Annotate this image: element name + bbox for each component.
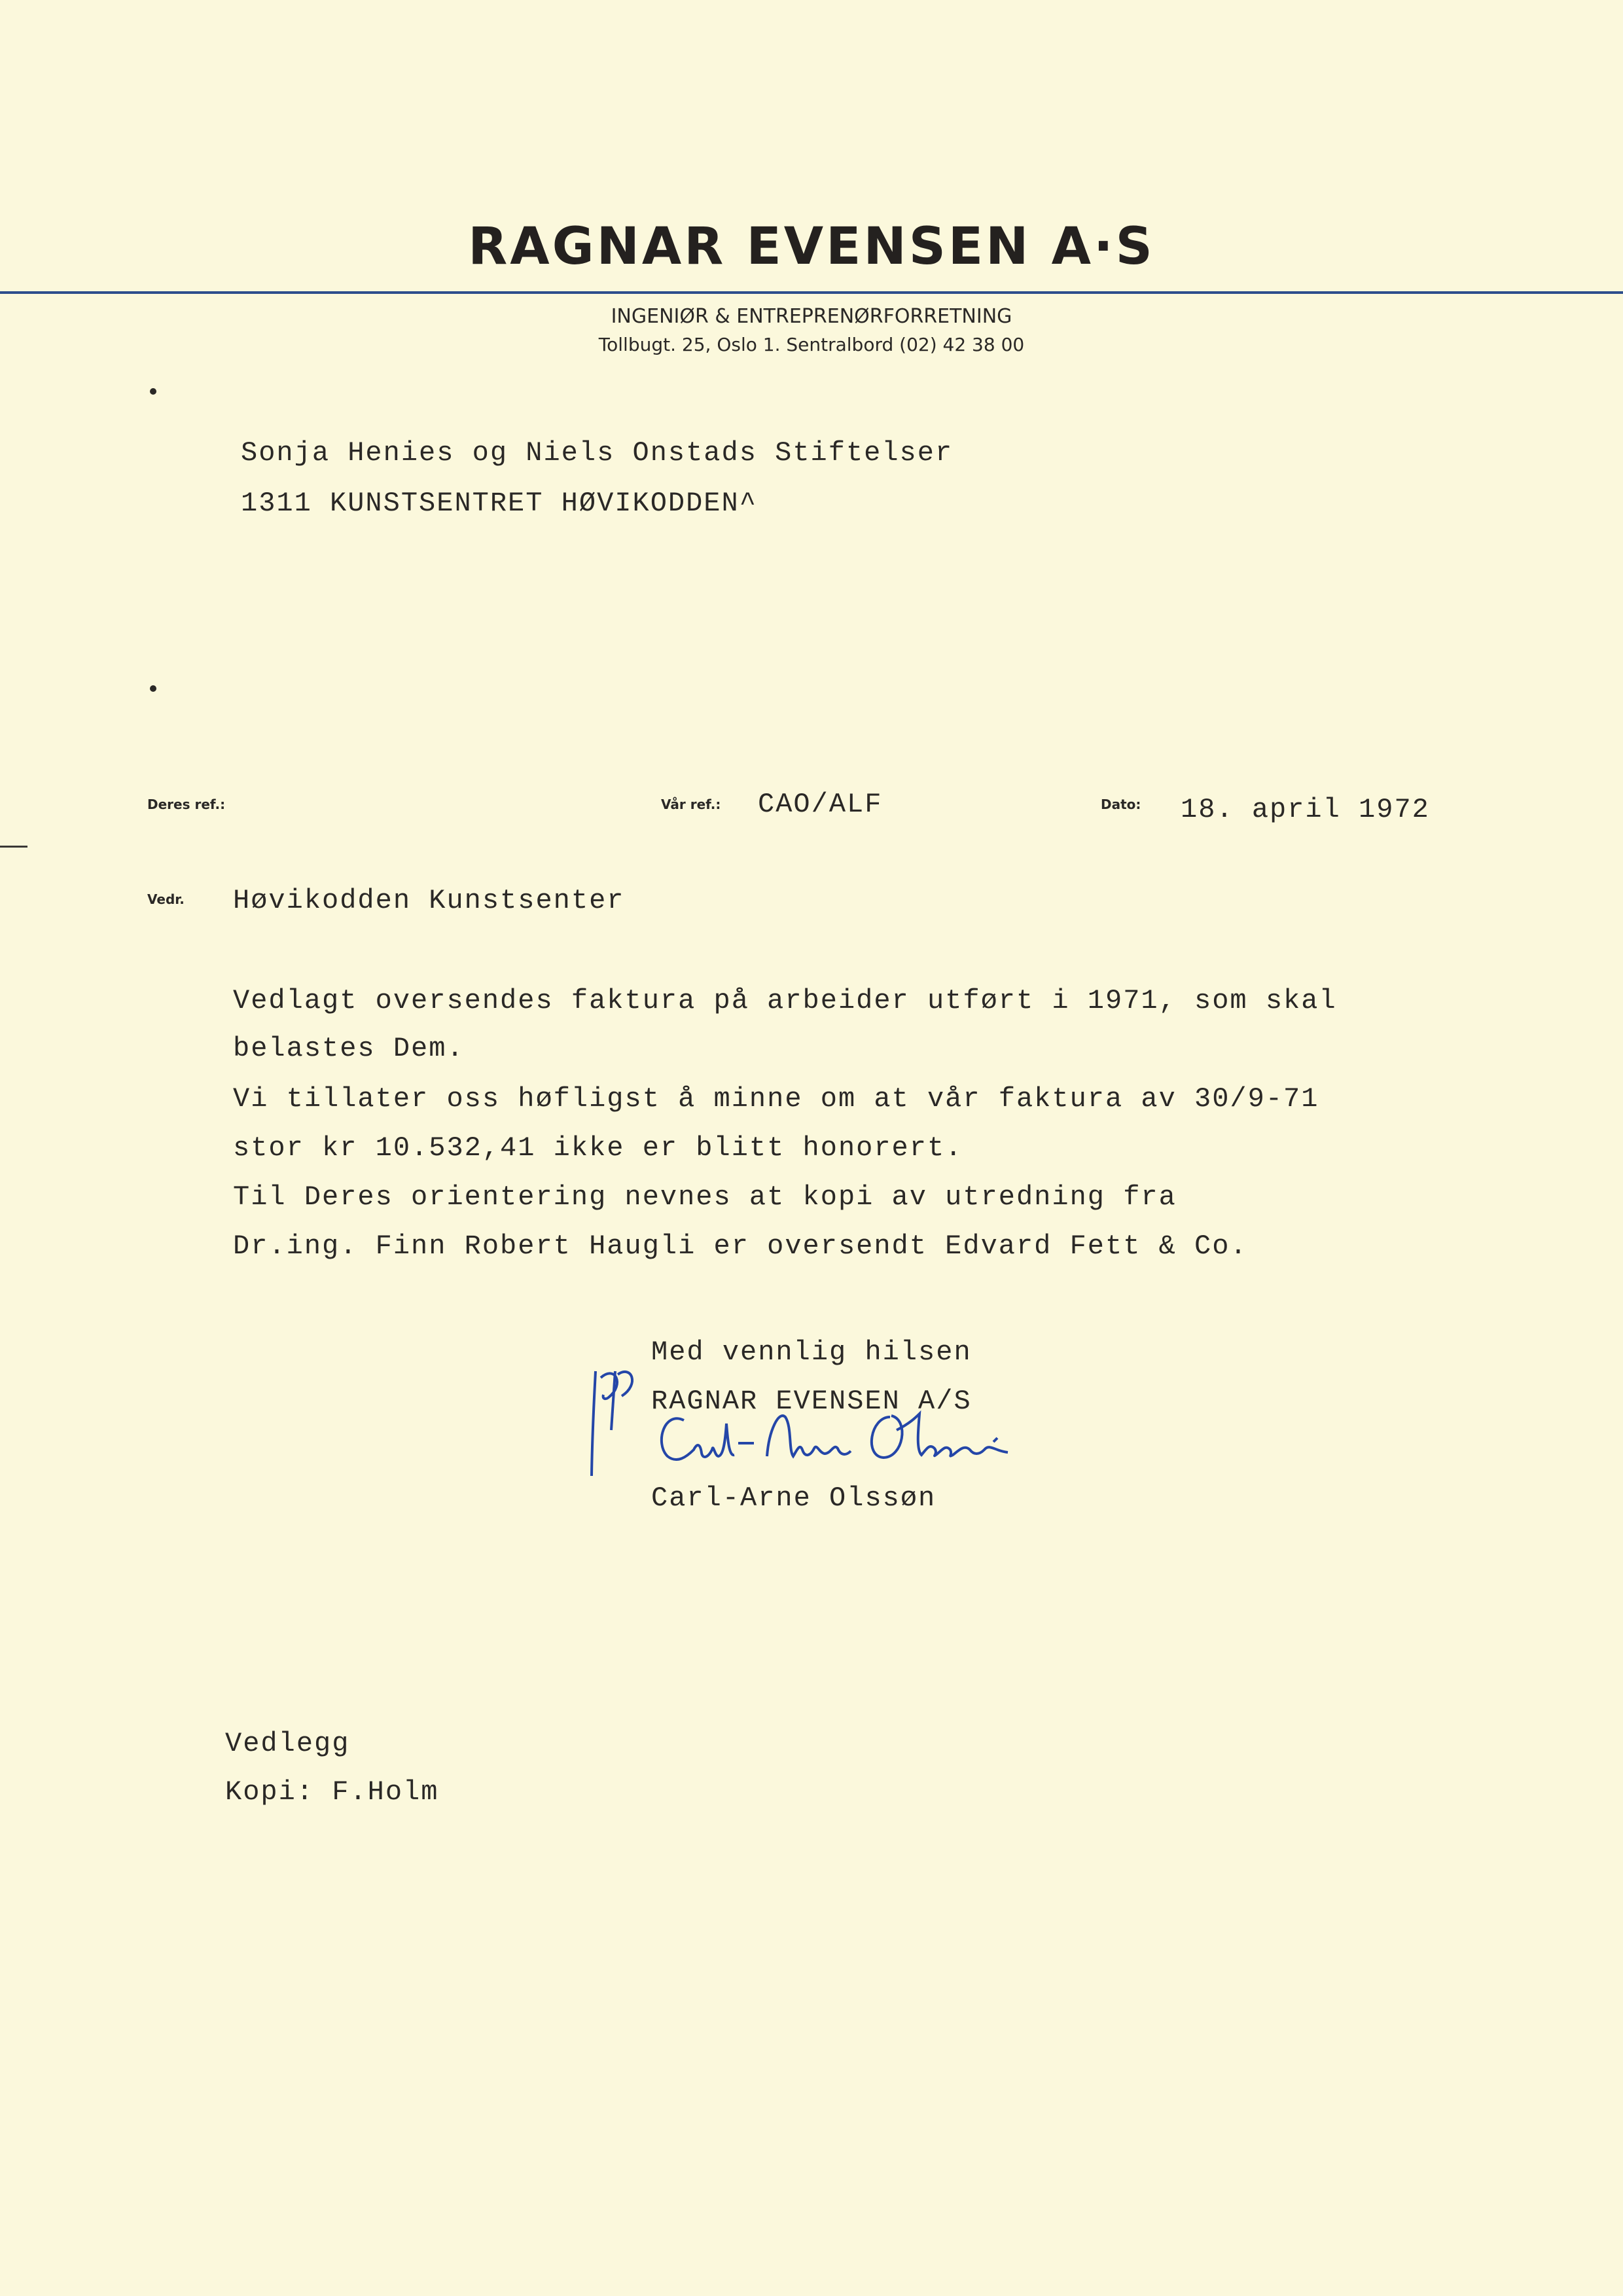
signature-stroke — [662, 1418, 734, 1460]
fold-mark — [150, 685, 156, 692]
dato-label: Dato: — [1101, 797, 1141, 812]
signature-stroke — [592, 1371, 596, 1476]
body-line: belastes Dem. — [233, 1033, 465, 1064]
deres-ref-label: Deres ref.: — [147, 797, 226, 812]
signature-stroke — [767, 1416, 851, 1456]
signature-stroke — [897, 1414, 1008, 1456]
company-name: RAGNAR EVENSEN A·S — [468, 217, 1155, 276]
body-line: Vedlagt oversendes faktura på arbeider utført i 1971, som skal — [233, 985, 1337, 1016]
body-line: Til Deres orientering nevnes at kopi av utredning fra — [233, 1181, 1177, 1213]
margin-tick — [0, 846, 27, 848]
signature-stroke — [611, 1371, 615, 1430]
copy-recipient: Kopi: F.Holm — [225, 1776, 439, 1808]
handwritten-signature — [589, 1345, 1086, 1496]
company-tagline: INGENIØR & ENTREPRENØRFORRETNING — [611, 305, 1012, 328]
recipient-name: Sonja Henies og Niels Onstads Stiftelser — [241, 437, 954, 469]
fold-mark — [150, 388, 156, 395]
body-line: Vi tillater oss høfligst å minne om at vår faktura av 30/9-71 — [233, 1083, 1319, 1115]
closing-company: RAGNAR EVENSEN A/S — [651, 1386, 972, 1417]
var-ref-label: Vår ref.: — [661, 797, 721, 812]
signature-stroke — [993, 1438, 997, 1442]
signature-stroke — [618, 1372, 632, 1396]
body-line: stor kr 10.532,41 ikke er blitt honorert. — [233, 1132, 963, 1164]
attachments-label: Vedlegg — [225, 1728, 350, 1759]
closing-greeting: Med vennlig hilsen — [651, 1336, 972, 1368]
recipient-address: 1311 KUNSTSENTRET HØVIKODDEN^ — [241, 488, 757, 519]
dato-value: 18. april 1972 — [1181, 794, 1430, 825]
signer-name: Carl-Arne Olssøn — [651, 1482, 936, 1514]
letterhead-rule — [0, 291, 1623, 294]
signature-stroke — [872, 1416, 902, 1458]
body-line: Dr.ing. Finn Robert Haugli er oversendt Edvard Fett & Co. — [233, 1230, 1248, 1262]
subject-label: Vedr. — [147, 891, 185, 907]
subject-value: Høvikodden Kunstsenter — [233, 885, 625, 916]
company-address: Tollbugt. 25, Oslo 1. Sentralbord (02) 42 38 00 — [598, 334, 1025, 355]
var-ref-value: CAO/ALF — [758, 789, 883, 820]
